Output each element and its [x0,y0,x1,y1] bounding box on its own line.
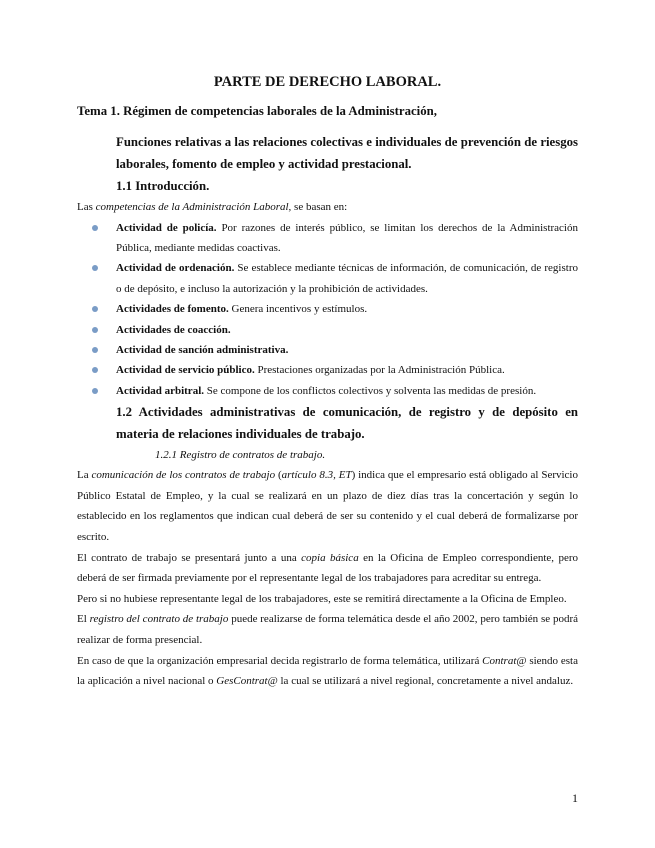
bullet-dot-icon [92,388,98,394]
list-item-bold: Actividad de policía. [116,221,217,234]
italic-run: GesContrat@ [216,675,278,688]
list-item [116,299,578,319]
italic-run: registro del contrato de trabajo [89,613,229,626]
list-item-bold: Actividades de fomento. [116,303,229,316]
intro-post: se basan en: [291,201,348,213]
italic-run: Contrat@ [482,654,527,667]
text-run: en la Oficina de Empleo correspondiente, pero deberá de ser firmada previamente por el representante legal de los trabajadores para acreditar su entrega. [77,551,578,585]
intro-pre: Las [77,201,96,213]
competencias-list [77,218,578,402]
list-item-bold: Actividad de sanción administrativa. [116,344,289,357]
list-item-text: Por razones de interés público, se limitan los derechos de la Administración Pública, mediante medidas coactivas. [116,221,578,254]
list-item [116,320,578,340]
paragraph-comunicacion [77,465,578,547]
list-item-bold: Actividad de servicio público. [116,364,255,377]
list-item [116,340,578,360]
text-run: ( [275,469,282,482]
italic-run: artículo 8.3, ET [281,469,352,482]
paragraph-copia-basica [77,548,578,589]
section-1-1-heading: 1.1 Introducción. [116,179,210,193]
italic-run: comunicación de los contratos de trabajo [91,469,276,482]
tema-subtitle: Funciones relativas a las relaciones colectivas e individuales de prevención de riesgos laborales, fomento de empleo y actividad prestacional. [116,135,578,171]
list-item-text: Genera incentivos y estímulos. [228,303,368,316]
paragraph-telematica [77,651,578,692]
list-item-bold: Actividad arbitral. [116,384,204,397]
text-run: puede realizarse de forma telemática desde el año 2002, pero también se podrá realizar de forma presencial. [77,613,578,646]
bullet-dot-icon [92,327,98,333]
bullet-dot-icon [92,347,98,353]
text-run: En caso de que la organización empresarial decida registrarlo de forma telemática, utilizará [77,654,483,667]
section-1-2-1-heading: 1.2.1 Registro de contratos de trabajo. [155,449,326,462]
document-title: PARTE DE DERECHO LABORAL. [213,74,442,90]
text-run: siendo esta la aplicación a nivel nacional o [77,654,578,688]
bullet-dot-icon [92,367,98,373]
list-item [116,218,578,259]
text-run: El contrato de trabajo se presentará junto a una [77,551,302,564]
list-item-text: Se compone de los conflictos colectivos y solventa las medidas de presión. [204,384,537,397]
bullet-dot-icon [92,265,98,271]
text-run: la cual se utilizará a nivel regional, concretamente a nivel andaluz. [277,675,574,688]
text-run: El [77,613,90,626]
text-run: La [77,469,92,482]
list-item-bold: Actividades de coacción. [116,323,231,336]
tema-title: Tema 1. Régimen de competencias laborales de la Administración, [77,104,437,118]
intro-italic: competencias de la Administración Laboral, [95,201,292,213]
paragraph-registro [77,609,578,650]
section-1-2-heading: 1.2 Actividades administrativas de comunicación, de registro y de depósito en materia de relaciones individuales de trabajo. [116,405,578,442]
list-item-text: Se establece mediante técnicas de información, de comunicación, de registro o de depósito, e incluso la autorización y la prohibición de actividades. [116,262,578,295]
intro-paragraph [77,197,578,218]
italic-run: copia básica [301,551,359,564]
page-number: 1 [572,791,578,805]
list-item [116,360,578,380]
list-item-text: Prestaciones organizadas por la Administración Pública. [254,364,505,377]
paragraph-representante: Pero si no hubiese representante legal de los trabajadores, este se remitirá directamente a la Oficina de Empleo. [77,592,567,605]
text-run: ) indica que el empresario está obligado al Servicio Público Estatal de Empleo, y la cual se realizará en un plazo de diez días tras la concertación y según lo establecido en los reglamentos que indican cual deberá de ser su contenido y el cual deberá de formalizarse por escrito. [77,469,578,544]
bullet-dot-icon [92,306,98,312]
list-item [116,258,578,299]
list-item [116,381,578,401]
list-item-bold: Actividad de ordenación. [116,262,235,275]
bullet-dot-icon [92,225,98,231]
